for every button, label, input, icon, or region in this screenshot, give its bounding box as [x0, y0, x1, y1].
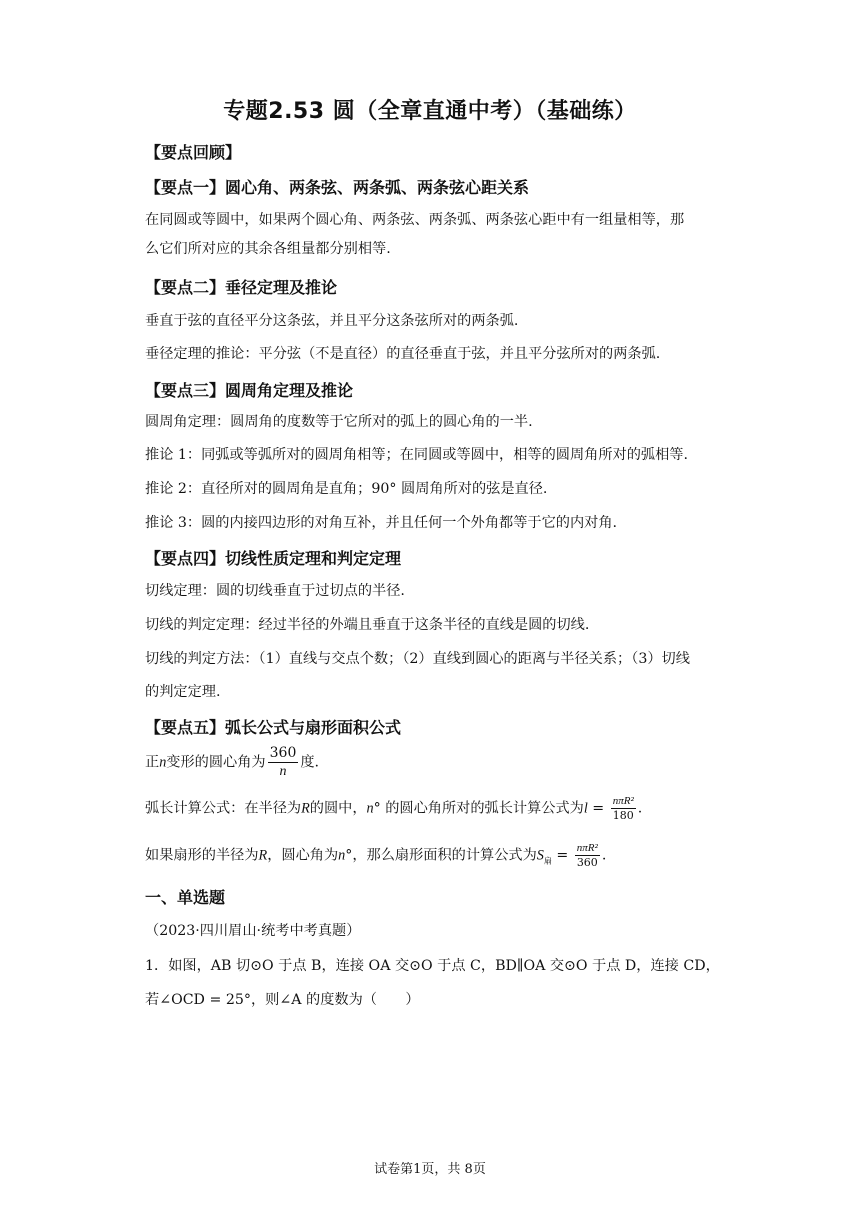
review-heading: 【要点回顾】: [145, 143, 242, 162]
point4-text-line2: 切线的判定定理：经过半径的外端且垂直于这条半径的直线是圆的切线.: [145, 617, 590, 633]
point1-text-line1: 在同圆或等圆中，如果两个圆心角、两条弦、两条弧、两条弦心距中有一组量相等，那: [145, 212, 685, 228]
point4-text-line4: 的判定定理.: [145, 684, 221, 700]
point2-heading: 【要点二】垂径定理及推论: [145, 278, 338, 297]
point1-heading: 【要点一】圆心角、两条弦、两条弧、两条弦心距关系: [145, 178, 530, 197]
point3-heading: 【要点三】圆周角定理及推论: [145, 381, 354, 400]
page-footer: 试卷第1页，共 8页: [374, 1162, 486, 1177]
point3-text-line1: 圆周角定理：圆周角的度数等于它所对的弧上的圆心角的一半.: [145, 414, 533, 430]
question1-text-line1: 1．如图，AB 切⊙O 于点 B，连接 OA 交⊙O 于点 C，BD∥OA 交⊙O 于点 D，连接 CD，: [145, 958, 720, 974]
point5-heading: 【要点五】弧长公式与扇形面积公式: [145, 718, 402, 737]
p5-l1-n: n: [159, 754, 167, 771]
point5-text-line1: [145, 744, 319, 781]
sector-area-fraction: $\frac{\text{nπR²}}{360}$: [576, 842, 598, 869]
p5-l1-b: 变形的圆心角为: [166, 754, 266, 771]
point5-text-line2: 弧长计算公式：在半径为R的圆中，n° 的圆心角所对的弧长计算公式为l = $\frac{\text{nπR²}}{180}$ .: [145, 795, 643, 822]
point5-text-line3: 如果扇形的半径为R，圆心角为n°，那么扇形面积的计算公式为$S_扇$ = $\frac{\text{nπR²}}{360}$ .: [145, 842, 607, 869]
point2-text-line2: 垂径定理的推论：平分弦（不是直径）的直径垂直于弦，并且平分弦所对的两条弧.: [145, 346, 661, 362]
point4-heading: 【要点四】切线性质定理和判定定理: [145, 549, 402, 568]
p5-l1-c: 度.: [300, 754, 320, 771]
point1-text-line2: 么它们所对应的其余各组量都分别相等.: [145, 241, 391, 257]
point4-text-line1: 切线定理：圆的切线垂直于过切点的半径.: [145, 583, 405, 599]
section-single-choice-heading: 一、单选题: [145, 888, 226, 907]
point3-text-line2: 推论 1：同弧或等弧所对的圆周角相等；在同圆或等圆中，相等的圆周角所对的弧相等.: [145, 447, 688, 463]
point4-text-line3: 切线的判定方法：（1）直线与交点个数；（2）直线到圆心的距离与半径关系；（3）切线: [145, 651, 690, 667]
p5-l1-a: 正: [145, 754, 160, 771]
page-title: 专题2.53 圆（全章直通中考）（基础练）: [223, 99, 637, 124]
point3-text-line4: 推论 3：圆的内接四边形的对角互补，并且任何一个外角都等于它的内对角.: [145, 515, 618, 531]
point2-text-line1: 垂直于弦的直径平分这条弦，并且平分这条弦所对的两条弧.: [145, 313, 519, 329]
question1-text-line2: 若∠OCD = 25°，则∠A 的度数为（ ）: [145, 992, 420, 1008]
arc-length-fraction: $\frac{\text{nπR²}}{180}$: [612, 795, 634, 822]
point3-text-line3: 推论 2：直径所对的圆周角是直角；90° 圆周角所对的弦是直径.: [145, 481, 548, 497]
question1-source: （2023·四川眉山·统考中考真题）: [145, 923, 361, 939]
fraction-360-over-n: $\frac{360}{n}$: [269, 745, 297, 779]
